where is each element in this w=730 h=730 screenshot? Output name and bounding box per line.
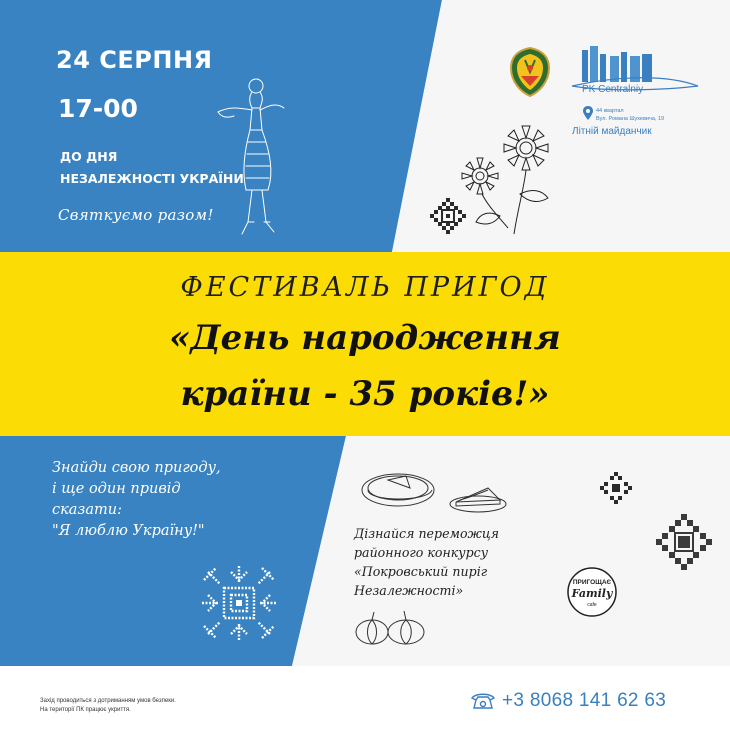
invitation-text [52, 458, 221, 542]
venue-address: 44 квартал [596, 108, 624, 114]
partner-name: Family [571, 587, 613, 600]
phone-icon [470, 691, 496, 711]
occasion-line: НЕЗАЛЕЖНОСТІ УКРАЇНИ [60, 171, 244, 186]
embroidery-ornament-icon [598, 470, 634, 506]
festival-name: «День народження [169, 318, 561, 358]
venue-name: PK Centralniy [582, 84, 644, 95]
pumpkin-illustration [352, 606, 428, 646]
contest-text [354, 524, 499, 600]
contest-line: Дізнайся переможця [354, 526, 499, 541]
invitation-line: Знайди свою пригоду, [52, 460, 221, 476]
invitation-line: сказати: [52, 502, 122, 518]
contest-line: «Покровський пиріг [354, 564, 488, 579]
embroidery-ornament-icon [654, 512, 714, 572]
notice-line: На території ПК працює укриття. [40, 707, 131, 713]
festival-name: країни - 35 років!» [180, 374, 550, 414]
venue-address: Вул. Романа Шухевича, 19 [596, 116, 665, 122]
embroidery-ornament-icon [198, 562, 280, 644]
embroidery-ornament-icon [428, 196, 468, 236]
partner-sub: cafe [587, 602, 597, 608]
pie-illustration [360, 458, 510, 520]
venue-place: Літній майданчик [572, 126, 652, 137]
invitation-line: і ще один привід [52, 481, 181, 497]
event-date: 24 СЕРПНЯ [56, 46, 213, 74]
event-time: 17-00 [58, 94, 138, 123]
tagline: Святкуємо разом! [58, 206, 214, 224]
sunflower-illustration [458, 118, 558, 236]
contact-phone[interactable]: +3 8068 141 62 63 [502, 690, 667, 711]
dancer-illustration [212, 72, 292, 242]
contest-line: Незалежності» [354, 583, 464, 598]
family-cafe-logo [566, 566, 618, 618]
partner-top-text: ПРИГОЩАЄ [572, 579, 612, 586]
safety-notice [40, 697, 176, 715]
festival-title: ФЕСТИВАЛЬ ПРИГОД [180, 272, 550, 303]
invitation-line: "Я люблю Україну!" [52, 523, 205, 539]
family-cafe-logo-badge [566, 566, 618, 618]
occasion-line: ДО ДНЯ [60, 149, 118, 164]
notice-line: Захід проводиться з дотриманням умов безпеки. [40, 698, 176, 704]
district-emblem-icon [509, 46, 551, 98]
contest-line: районного конкурсу [354, 545, 489, 560]
location-pin-icon [583, 106, 593, 120]
